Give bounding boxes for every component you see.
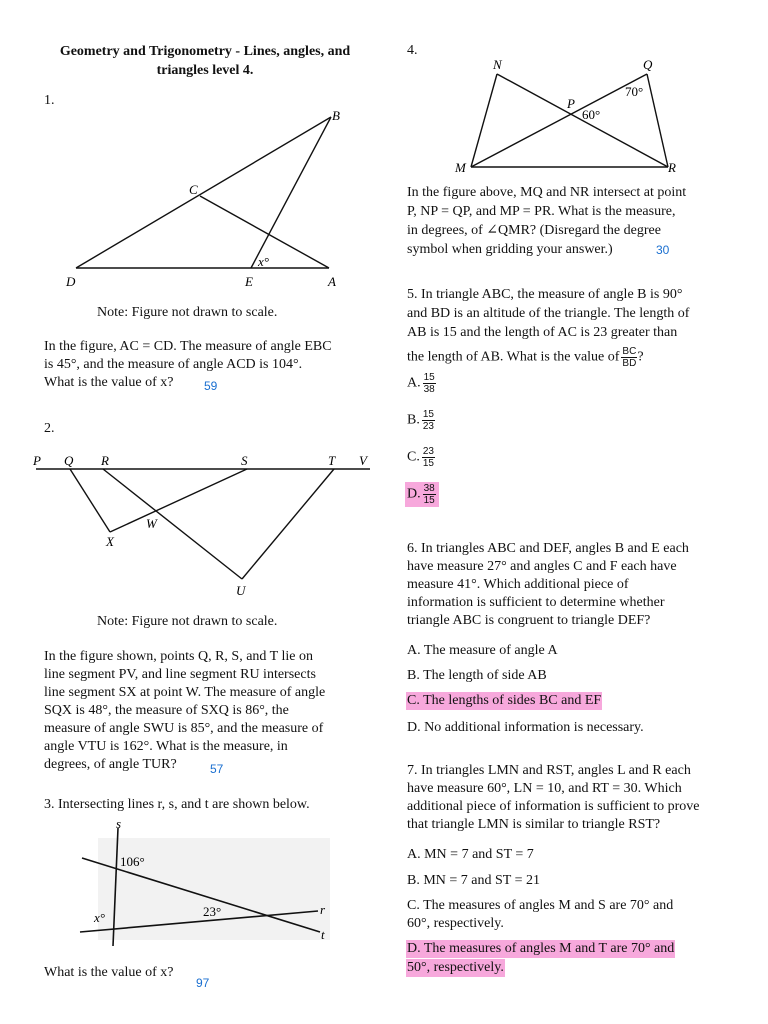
q2-text-1: In the figure shown, points Q, R, S, and T lie on	[44, 649, 313, 664]
q6-option-c-highlighted[interactable]: C. The lengths of sides BC and EF	[407, 693, 602, 708]
title-line-1: Geometry and Trigonometry - Lines, angles, and	[59, 44, 351, 59]
q2-label-v: V	[359, 453, 367, 468]
q7-option-c-line-2[interactable]: 60°, respectively.	[407, 916, 504, 931]
q5-option-d-frac	[423, 483, 436, 506]
q2-note: Note: Figure not drawn to scale.	[97, 614, 278, 629]
q6-option-b[interactable]: B. The length of side AB	[407, 668, 547, 683]
q6-text-3: measure 41°. Which additional piece of	[407, 577, 629, 592]
q3-question: What is the value of x?	[44, 965, 174, 980]
q5-text-4-row	[407, 346, 644, 369]
q7-option-d-line-1-highlighted[interactable]: D. The measures of angles M and T are 70° and	[407, 941, 675, 956]
q7-option-c-line-1[interactable]: C. The measures of angles M and S are 70° and	[407, 898, 674, 913]
q2-text-2: line segment PV, and line segment RU intersects	[44, 667, 316, 682]
q6-text-1: 6. In triangles ABC and DEF, angles B and E each	[407, 541, 689, 556]
q2-label-t: T	[328, 453, 336, 468]
q3-answer: 97	[196, 976, 210, 990]
q5-option-b[interactable]	[407, 409, 435, 432]
page-title	[40, 42, 370, 80]
q5-text-3: AB is 15 and the length of AC is 23 greater than	[407, 325, 678, 340]
q5-option-c[interactable]	[407, 446, 435, 469]
q5-option-b-num: 15	[422, 409, 434, 420]
q5-option-d-den: 15	[423, 495, 435, 506]
q2-label-u: U	[236, 583, 246, 598]
q6-text-2: have measure 27° and angles C and F each have	[407, 559, 677, 574]
q7-text-4: that triangle LMN is similar to triangle RST?	[407, 817, 661, 832]
q4-label-m: M	[455, 160, 466, 175]
q5-ratio-den: BD	[622, 358, 637, 369]
q5-option-a-num: 15	[423, 372, 435, 383]
q5-option-b-den: 23	[422, 421, 434, 432]
q1-note: Note: Figure not drawn to scale.	[97, 305, 278, 320]
q2-text-6: angle VTU is 162°. What is the measure, in	[44, 739, 288, 754]
q2-label-r: R	[101, 453, 109, 468]
q7-option-b[interactable]: B. MN = 7 and ST = 21	[407, 873, 540, 888]
q1-label-c: C	[189, 182, 198, 197]
q7-text-3: additional piece of information is sufficient to prove	[407, 799, 700, 814]
q5-option-c-den: 15	[422, 458, 434, 469]
q4-number: 4.	[407, 43, 418, 58]
q1-label-x: x°	[258, 254, 269, 269]
q4-label-p: P	[567, 96, 575, 111]
q6-text-5: triangle ABC is congruent to triangle DEF?	[407, 613, 651, 628]
q7-text-1: 7. In triangles LMN and RST, angles L and R each	[407, 763, 691, 778]
q1-number: 1.	[44, 93, 55, 108]
q6-option-a[interactable]: A. The measure of angle A	[407, 643, 558, 658]
q5-text-2: and BD is an altitude of the triangle. The length of	[407, 306, 690, 321]
q5-option-c-letter: C.	[407, 449, 420, 465]
q7-text-2: have measure 60°, LN = 10, and RT = 30. Which	[407, 781, 682, 796]
q2-label-p: P	[33, 453, 41, 468]
q2-text-5: measure of angle SWU is 85°, and the measure of	[44, 721, 324, 736]
q5-option-d-num: 38	[423, 483, 435, 494]
q3-label-x: x°	[94, 910, 105, 925]
q2-label-w: W	[146, 516, 157, 531]
q5-option-b-letter: B.	[407, 412, 420, 428]
q5-option-c-frac	[422, 446, 435, 469]
q2-label-q: Q	[64, 453, 74, 468]
q5-option-a-letter: A.	[407, 375, 421, 391]
q5-text-4: the length of AB. What is the value of	[407, 349, 620, 365]
q1-label-a: A	[328, 274, 336, 289]
q5-option-a-den: 38	[423, 384, 435, 395]
q4-figure	[450, 52, 700, 177]
q3-label-r: r	[320, 902, 326, 917]
q5-option-a[interactable]	[407, 372, 436, 395]
q5-option-b-frac	[422, 409, 435, 432]
q5-ratio-num: BC	[622, 346, 637, 357]
q1-label-e: E	[245, 274, 253, 289]
q5-option-a-frac	[423, 372, 436, 395]
q3-figure	[70, 818, 340, 948]
q4-label-70: 70°	[625, 84, 644, 99]
q3-label-23: 23°	[203, 904, 222, 919]
q3-text: 3. Intersecting lines r, s, and t are shown below.	[44, 797, 310, 812]
q2-label-s: S	[241, 453, 248, 468]
q5-question-mark: ?	[637, 349, 644, 365]
q4-text-2: P, NP = QP, and MP = PR. What is the measure,	[407, 204, 676, 219]
q6-option-d[interactable]: D. No additional information is necessary.	[407, 720, 644, 735]
q4-text-1: In the figure above, MQ and NR intersect at point	[407, 185, 687, 200]
q1-label-d: D	[66, 274, 76, 289]
q2-answer: 57	[210, 762, 224, 776]
q5-option-d-letter: D.	[407, 486, 421, 502]
q7-option-a[interactable]: A. MN = 7 and ST = 7	[407, 847, 534, 862]
q1-answer: 59	[204, 379, 218, 393]
q2-text-3: line segment SX at point W. The measure of angle	[44, 685, 326, 700]
q1-text-1: In the figure, AC = CD. The measure of angle EBC	[44, 339, 332, 354]
q2-number: 2.	[44, 421, 55, 436]
q6-text-4: information is sufficient to determine whether	[407, 595, 665, 610]
q4-answer: 30	[656, 243, 670, 257]
q5-option-d-highlighted[interactable]	[405, 482, 439, 507]
q1-text-2: is 45°, and the measure of angle ACD is 104°.	[44, 357, 303, 372]
q4-text-3: in degrees, of ∠QMR? (Disregard the degree	[407, 223, 661, 238]
q5-option-c-num: 23	[422, 446, 434, 457]
q4-label-n: N	[493, 57, 502, 72]
q5-ratio	[621, 346, 637, 369]
q4-label-q: Q	[643, 57, 653, 72]
q4-label-r: R	[668, 160, 676, 175]
q5-text-1: 5. In triangle ABC, the measure of angle B is 90°	[407, 287, 683, 302]
q2-figure	[30, 448, 380, 603]
q2-label-x: X	[106, 534, 114, 549]
q4-label-60: 60°	[582, 107, 601, 122]
q3-label-t: t	[321, 927, 325, 942]
q3-label-s: s	[116, 818, 122, 831]
q1-figure	[55, 105, 355, 295]
q7-option-d-line-2-highlighted[interactable]: 50°, respectively.	[407, 960, 504, 975]
q1-label-b: B	[332, 108, 340, 123]
q2-text-7: degrees, of angle TUR?	[44, 757, 177, 772]
q3-label-106: 106°	[120, 854, 145, 869]
q1-text-3: What is the value of x?	[44, 375, 174, 390]
q2-text-4: SQX is 48°, the measure of SXQ is 86°, the	[44, 703, 289, 718]
q4-text-4: symbol when gridding your answer.)	[407, 242, 613, 257]
title-line-2: triangles level 4.	[156, 63, 254, 78]
